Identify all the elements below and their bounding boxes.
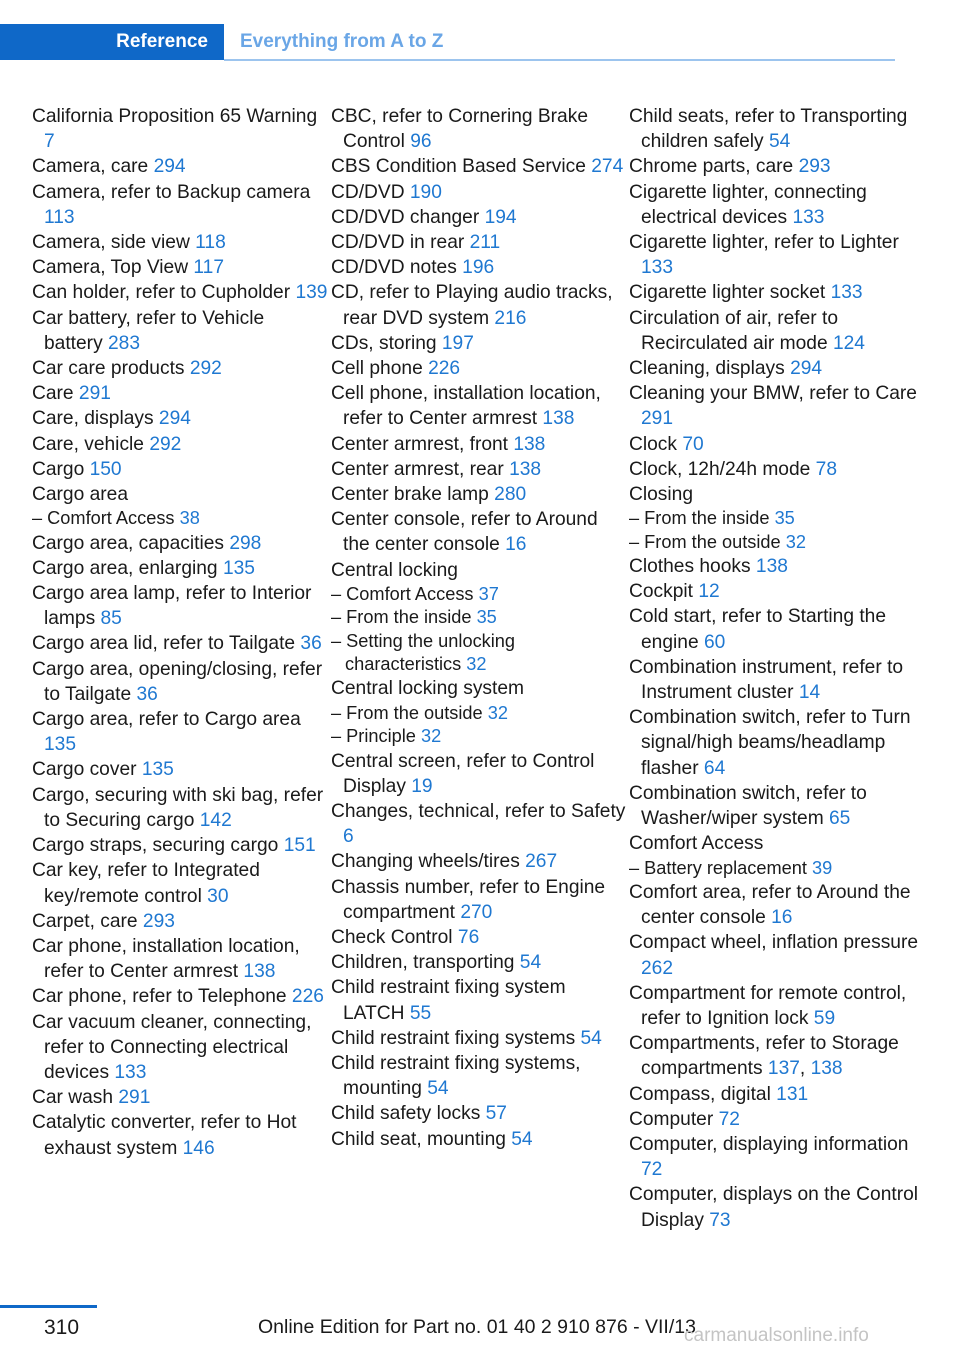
page-link[interactable]: 14	[798, 682, 821, 704]
entry-text: – Setting the unlocking characteristics	[331, 630, 516, 675]
index-entry	[331, 950, 627, 975]
index-entry	[32, 154, 328, 179]
page-link[interactable]: 30	[207, 885, 229, 907]
page-link[interactable]: 137	[767, 1058, 800, 1080]
entry-text: Cargo cover	[32, 759, 142, 781]
entry-text: Children, transporting	[331, 952, 520, 974]
page-link[interactable]: 135	[44, 734, 77, 756]
page-link[interactable]: 196	[462, 257, 495, 279]
index-entry	[629, 981, 925, 1031]
index-entry	[629, 579, 925, 604]
entry-text: Center armrest, front	[331, 433, 514, 455]
entry-text: California Proposition 65 Warning	[32, 106, 318, 127]
entry-text: CBS Condition Based Service	[331, 156, 592, 178]
page-link[interactable]: 70	[682, 433, 704, 455]
entry-text: Comfort Access	[629, 833, 764, 855]
page-link[interactable]: 35	[774, 508, 795, 529]
index-entry	[32, 1085, 328, 1110]
index-entry	[32, 432, 328, 457]
entry-text: Combination switch, refer to Washer/wiper system	[629, 782, 867, 830]
page-link[interactable]: 133	[830, 282, 863, 304]
entry-text: Clock, 12h/24h mode	[629, 458, 816, 480]
page-link[interactable]: 12	[698, 581, 720, 603]
entry-text: Check Control	[331, 926, 458, 948]
entry-text: Computer, displaying information	[629, 1133, 909, 1155]
header-bar	[0, 24, 895, 62]
page-number: 310	[44, 1316, 80, 1339]
entry-text: Changes, technical, refer to Safety	[331, 800, 626, 822]
index-entry	[331, 255, 627, 280]
entry-text: CD/DVD	[331, 181, 410, 203]
page-link[interactable]: 7	[44, 131, 55, 153]
page-link[interactable]: 267	[525, 851, 558, 873]
page-link[interactable]: 85	[100, 608, 122, 630]
page-link[interactable]: 292	[189, 358, 222, 380]
page-link[interactable]: 216	[494, 307, 527, 329]
index-entry	[629, 180, 925, 230]
entry-text: Closing	[629, 484, 693, 506]
index-entry	[629, 1107, 925, 1132]
entry-text: – From the outside	[331, 702, 488, 723]
entry-text: Cigarette lighter, connecting electrical devices	[629, 181, 867, 228]
page-link[interactable]: 36	[136, 683, 158, 705]
index-entry	[629, 154, 925, 179]
page-link[interactable]: 38	[179, 508, 200, 529]
header-rule	[224, 59, 895, 61]
index-entry	[331, 154, 627, 179]
entry-text: Central locking system	[331, 678, 525, 700]
index-subentry	[629, 531, 925, 554]
page-link[interactable]: 291	[641, 408, 674, 430]
entry-text: Computer	[629, 1108, 719, 1130]
index-entry	[32, 757, 328, 782]
index-entry	[32, 833, 328, 858]
page-link[interactable]: 54	[427, 1078, 449, 1100]
index-entry	[32, 104, 328, 154]
index-entry	[32, 306, 328, 356]
page-link[interactable]: 146	[182, 1137, 215, 1159]
entry-text: Child seat, mounting	[331, 1128, 512, 1150]
index-entry	[32, 1110, 328, 1160]
index-subentry	[629, 507, 925, 530]
page-link[interactable]: 16	[505, 534, 527, 556]
index-subentry	[331, 583, 627, 606]
page-link[interactable]: 262	[641, 957, 674, 979]
page-link[interactable]: 35	[476, 607, 497, 628]
page-link[interactable]: 133	[792, 206, 825, 228]
page-link[interactable]: 197	[441, 332, 474, 354]
entry-text: Changing wheels/tires	[331, 851, 526, 873]
entry-text: Care, vehicle	[32, 433, 150, 455]
entry-text: Car care products	[32, 358, 190, 380]
entry-text: – Comfort Access	[32, 508, 180, 529]
page-link[interactable]: 280	[494, 484, 527, 506]
entry-text: Cargo area, enlarging	[32, 557, 223, 579]
entry-text: Carpet, care	[32, 910, 143, 932]
index-entry	[331, 331, 627, 356]
page-link[interactable]: 142	[199, 809, 232, 831]
entry-text: Car battery, refer to Vehicle battery	[32, 307, 265, 354]
page-link[interactable]: 270	[460, 901, 493, 923]
entry-text: – Principle	[331, 726, 421, 747]
index-entry	[32, 556, 328, 581]
entry-text: – From the inside	[629, 508, 775, 529]
page-link[interactable]: 54	[519, 952, 542, 974]
entry-text: Catalytic converter, refer to Hot exhaust system	[32, 1112, 297, 1159]
index-entry	[331, 104, 627, 154]
index-entry	[629, 280, 925, 305]
index-entry	[331, 749, 627, 799]
index-entry	[331, 676, 627, 701]
page-link[interactable]: 135	[141, 759, 174, 781]
entry-text: Comfort area, refer to Around the center console	[629, 881, 911, 929]
index-entry	[32, 406, 328, 431]
page-link[interactable]: 37	[478, 583, 499, 604]
page-link[interactable]: 294	[790, 358, 823, 380]
index-subentry	[331, 630, 627, 677]
entry-text: Cargo area lid, refer to Tailgate	[32, 633, 301, 655]
index-entry	[629, 1132, 925, 1182]
index-entry	[629, 880, 925, 930]
entry-text: Camera, Top View	[32, 257, 194, 279]
index-subentry	[331, 606, 627, 629]
page-separator: ,	[799, 1058, 811, 1080]
index-entry	[629, 457, 925, 482]
page-link[interactable]: 32	[420, 726, 442, 747]
entry-text: Child safety locks	[331, 1103, 486, 1125]
page-link[interactable]: 133	[114, 1061, 147, 1083]
page-link[interactable]: 60	[703, 631, 726, 653]
page-link[interactable]: 72	[641, 1159, 663, 1181]
index-entry	[331, 482, 627, 507]
page-link[interactable]: 135	[222, 557, 255, 579]
index-entry	[629, 930, 925, 980]
page-link[interactable]: 190	[409, 181, 442, 203]
page-link[interactable]: 65	[829, 808, 851, 830]
entry-text: Center brake lamp	[331, 484, 495, 506]
index-entry	[629, 104, 925, 154]
index-entry	[629, 554, 925, 579]
entry-text: Cargo area, refer to Cargo area	[32, 709, 301, 731]
page-link[interactable]: 55	[409, 1002, 432, 1024]
entry-text: Cargo area, capacities	[32, 532, 230, 554]
entry-text: CD/DVD notes	[331, 257, 463, 279]
index-entry	[629, 230, 925, 280]
page-link[interactable]: 138	[542, 408, 575, 430]
index-entry	[32, 657, 328, 707]
index-entry	[629, 1031, 925, 1081]
edition-note: Online Edition for Part no. 01 40 2 910 876 - VII/13	[258, 1316, 696, 1338]
entry-text: Cargo	[32, 458, 90, 480]
index-entry	[629, 1082, 925, 1107]
entry-text: Circulation of air, refer to Recirculated air mode	[629, 307, 839, 354]
entry-text: Center armrest, rear	[331, 458, 510, 480]
index-entry	[32, 581, 328, 631]
page-link[interactable]: 151	[283, 835, 316, 857]
index-entry	[32, 457, 328, 482]
entry-text: CDs, storing	[331, 332, 442, 354]
watermark: carmanualsonline.info	[684, 1325, 869, 1346]
entry-text: Cigarette lighter socket	[629, 282, 831, 304]
entry-text: Cleaning, displays	[629, 358, 791, 380]
page-link[interactable]: 292	[149, 433, 182, 455]
index-entry	[629, 482, 925, 507]
entry-text: Cargo area, opening/closing, refer to Tailgate	[32, 658, 323, 705]
entry-text: CD/DVD in rear	[331, 232, 470, 254]
page-link[interactable]: 293	[798, 156, 831, 178]
page-link[interactable]: 113	[44, 206, 75, 228]
index-entry	[331, 457, 627, 482]
entry-text: Camera, refer to Backup camera	[32, 181, 311, 203]
page-link[interactable]: 6	[343, 826, 354, 848]
entry-text: CD/DVD changer	[331, 206, 485, 228]
index-entry	[32, 230, 328, 255]
entry-text: Camera, care	[32, 156, 154, 178]
page-link[interactable]: 124	[832, 332, 865, 354]
page-link[interactable]: 32	[785, 531, 806, 552]
index-entry	[331, 432, 627, 457]
page-link[interactable]: 138	[243, 961, 276, 983]
page-link[interactable]: 96	[410, 131, 432, 153]
entry-text: Cockpit	[629, 581, 699, 603]
index-subentry	[331, 702, 627, 725]
entry-text: Clothes hooks	[629, 556, 756, 578]
entry-text: Computer, displays on the Control Display	[629, 1184, 919, 1231]
index-entry	[629, 356, 925, 381]
page-link[interactable]: 138	[755, 556, 788, 578]
page-link[interactable]: 73	[709, 1209, 731, 1231]
index-entry	[331, 558, 627, 583]
page-link[interactable]: 39	[811, 857, 833, 878]
chapter-title: Everything from A to Z	[240, 31, 444, 52]
entry-text: Compass, digital	[629, 1083, 777, 1105]
entry-text: Clock	[629, 433, 683, 455]
page-link[interactable]: 226	[291, 986, 324, 1008]
index-entry	[331, 849, 627, 874]
page-link[interactable]: 54	[768, 131, 791, 153]
page-link[interactable]: 76	[457, 926, 480, 948]
entry-text: CD, refer to Playing audio tracks, rear DVD system	[331, 282, 613, 329]
index-entry	[331, 975, 627, 1025]
entry-text: Car phone, installation location, refer to Center armrest	[32, 935, 300, 983]
index-entry	[32, 631, 328, 656]
entry-text: Care, displays	[32, 408, 159, 430]
index-entry	[629, 1182, 925, 1232]
page-link[interactable]: 131	[776, 1083, 809, 1105]
index-entry	[32, 280, 328, 305]
entry-text: Cell phone	[331, 358, 429, 380]
index-entry	[32, 934, 328, 984]
page-link[interactable]: 138	[513, 433, 546, 455]
entry-text: – From the inside	[331, 607, 477, 628]
page-link[interactable]: 32	[466, 654, 487, 675]
entry-text: Compartments, refer to Storage compartments	[629, 1033, 899, 1080]
index-entry	[331, 925, 627, 950]
index-entry	[629, 831, 925, 856]
index-entry	[629, 705, 925, 781]
entry-text: Cargo, securing with ski bag, refer to Securing cargo	[32, 784, 324, 831]
page-link[interactable]: 57	[485, 1103, 507, 1125]
page-link[interactable]: 226	[428, 358, 461, 380]
entry-text: Car key, refer to Integrated key/remote control	[32, 860, 260, 907]
entry-text: – Battery replacement	[629, 857, 812, 878]
page-link[interactable]: 59	[813, 1007, 836, 1029]
index-entry	[32, 909, 328, 934]
index-entry	[331, 230, 627, 255]
index-entry	[629, 432, 925, 457]
entry-text: Care	[32, 383, 79, 405]
entry-text: Chassis number, refer to Engine compartment	[331, 876, 606, 923]
index-entry	[32, 783, 328, 833]
entry-text: Cleaning your BMW, refer to Care	[629, 383, 917, 405]
index-entry	[331, 356, 627, 381]
entry-text: Can holder, refer to Cupholder	[32, 282, 296, 304]
index-entry	[32, 482, 328, 507]
entry-text: Compartment for remote control, refer to Ignition lock	[629, 982, 907, 1029]
entry-text: Combination instrument, refer to Instrument cluster	[629, 656, 904, 704]
entry-text: Chrome parts, care	[629, 156, 799, 178]
index-entry	[331, 1026, 627, 1051]
index-entry	[331, 1051, 627, 1101]
page-link[interactable]: 283	[108, 332, 141, 354]
page-link[interactable]: 139	[295, 282, 328, 304]
entry-text: Cargo area lamp, refer to Interior lamps	[32, 583, 312, 630]
index-subentry	[629, 857, 925, 880]
index-column-2	[331, 104, 627, 1152]
entry-text: Car vacuum cleaner, connecting, refer to Connecting electrical devices	[32, 1011, 312, 1083]
index-entry	[32, 1010, 328, 1086]
entry-text: Cargo straps, securing cargo	[32, 835, 284, 857]
entry-text: Combination switch, refer to Turn signal/high beams/headlamp flasher	[629, 707, 911, 779]
entry-text: Central screen, refer to Control Display	[331, 750, 595, 797]
page-link[interactable]: 138	[509, 458, 542, 480]
entry-text: Camera, side view	[32, 232, 196, 254]
page-link[interactable]: 138	[810, 1058, 843, 1080]
page-link[interactable]: 36	[300, 633, 322, 655]
index-entry	[32, 858, 328, 908]
index-entry	[629, 306, 925, 356]
index-entry	[331, 180, 627, 205]
page-link[interactable]: 291	[118, 1087, 151, 1109]
entry-text: Child seats, refer to Transporting children safely	[629, 106, 908, 153]
page-link[interactable]: 291	[78, 383, 111, 405]
page-link[interactable]: 118	[195, 232, 226, 254]
page-link[interactable]: 293	[142, 910, 175, 932]
entry-text: Compact wheel, inflation pressure	[629, 932, 919, 954]
page-link[interactable]: 19	[411, 775, 433, 797]
page-link[interactable]: 150	[89, 458, 122, 480]
index-entry	[331, 1127, 627, 1152]
page-link[interactable]: 32	[487, 702, 508, 723]
page-link[interactable]: 274	[591, 156, 624, 178]
entry-text: CBC, refer to Cornering Brake Control	[331, 106, 588, 153]
index-entry	[331, 381, 627, 431]
index-subentry	[331, 725, 627, 748]
entry-text: Child restraint fixing system LATCH	[331, 977, 566, 1024]
index-entry	[32, 180, 328, 230]
entry-text: Car phone, refer to Telephone	[32, 986, 292, 1008]
entry-text: Cargo area	[32, 484, 128, 506]
page-link[interactable]: 54	[511, 1128, 533, 1150]
index-subentry	[32, 507, 328, 530]
index-column-3	[629, 104, 925, 1233]
index-entry	[629, 655, 925, 705]
index-entry	[32, 984, 328, 1009]
page-link[interactable]: 64	[703, 757, 726, 779]
entry-text: Car wash	[32, 1087, 119, 1109]
entry-text: – Comfort Access	[331, 583, 479, 604]
index-entry	[32, 531, 328, 556]
entry-text: Cell phone, installation location, refer to Center armrest	[331, 383, 601, 430]
entry-text: – From the outside	[629, 531, 786, 552]
entry-text: Child restraint fixing systems, mounting	[331, 1052, 581, 1100]
page-link[interactable]: 54	[580, 1027, 602, 1049]
page-link[interactable]: 78	[815, 458, 838, 480]
entry-text: Cold start, refer to Starting the engine	[629, 606, 887, 653]
index-column-1	[32, 104, 328, 1161]
page-link[interactable]: 294	[153, 156, 186, 178]
entry-text: Center console, refer to Around the center console	[331, 509, 598, 556]
entry-text: Cigarette lighter, refer to Lighter	[629, 232, 899, 254]
index-entry	[331, 1101, 627, 1126]
index-entry	[629, 381, 925, 431]
section-tab-reference[interactable]: Reference	[0, 24, 224, 60]
index-entry	[32, 356, 328, 381]
index-entry	[331, 507, 627, 557]
page-link[interactable]: 16	[771, 907, 793, 929]
entry-text: Central locking	[331, 559, 458, 581]
page-link[interactable]: 72	[718, 1108, 740, 1130]
page-link[interactable]: 133	[641, 257, 674, 279]
page-link[interactable]: 294	[158, 408, 191, 430]
entry-text: Child restraint fixing systems	[331, 1027, 581, 1049]
page-link[interactable]: 211	[469, 232, 501, 254]
footer-rule	[0, 1305, 97, 1308]
index-entry	[32, 707, 328, 757]
page-link[interactable]: 194	[484, 206, 517, 228]
index-entry	[629, 604, 925, 654]
index-entry	[331, 799, 627, 849]
index-entry	[32, 255, 328, 280]
index-entry	[32, 381, 328, 406]
index-entry	[331, 280, 627, 330]
page-link[interactable]: 298	[229, 532, 262, 554]
index-entry	[629, 781, 925, 831]
index-entry	[331, 875, 627, 925]
index-entry	[331, 205, 627, 230]
page-link[interactable]: 117	[193, 257, 224, 279]
